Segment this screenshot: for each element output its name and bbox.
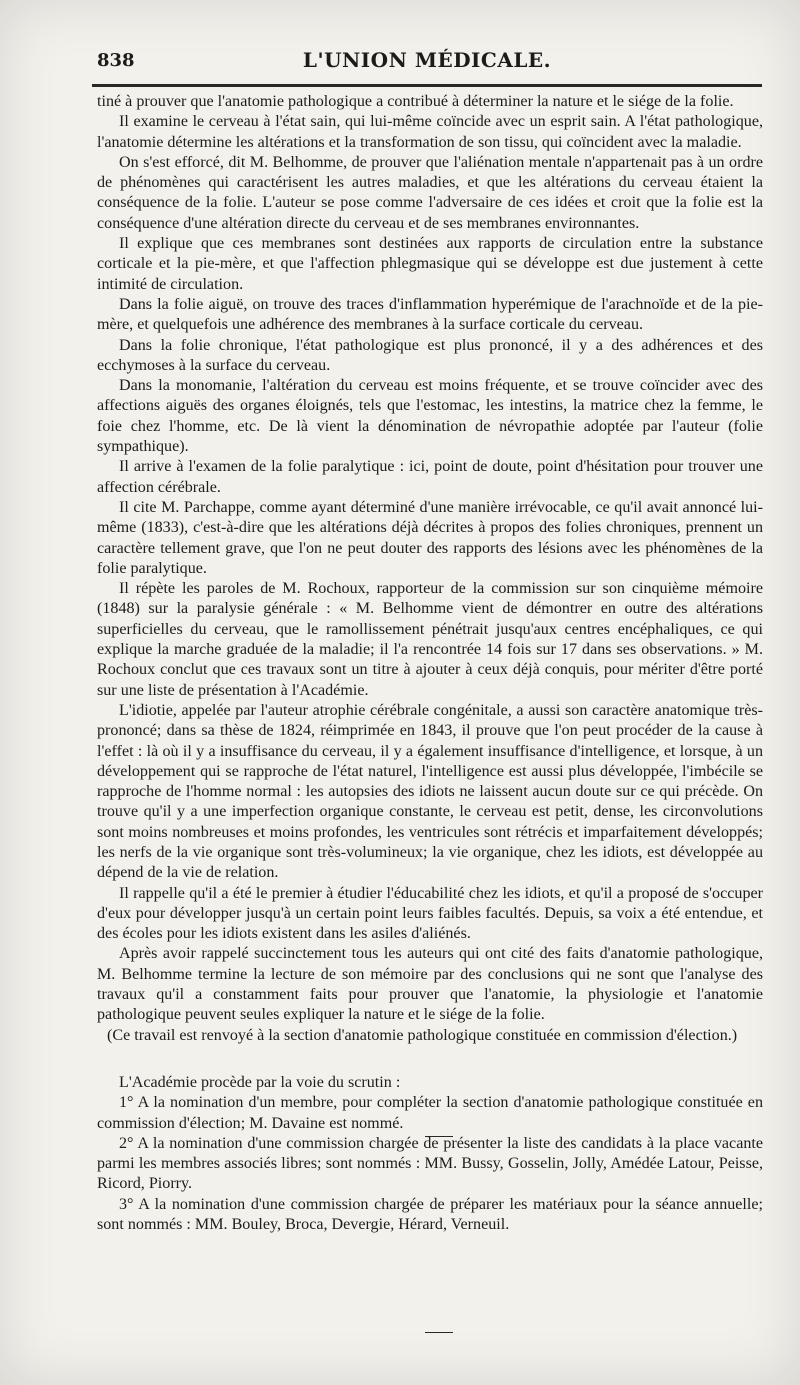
article-body	[97, 92, 763, 1235]
paragraph: Dans la folie chronique, l'état pathologique est plus prononcé, il y a des adhérences et des ecchymoses à la surface du cerveau.	[97, 336, 763, 374]
list-item: 3° A la nomination d'une commission chargée de préparer les matériaux pour la séance annuelle; sont nommés : MM. Bouley, Broca, Devergie, Hérard, Verneuil.	[97, 1195, 763, 1234]
page-header	[92, 46, 762, 78]
list-item: 1° A la nomination d'un membre, pour compléter la section d'anatomie pathologique constituée en commission d'élection; M. Davaine est nommé.	[97, 1094, 763, 1132]
paragraph: Il explique que ces membranes sont destinées aux rapports de circulation entre la substance corticale et la pie-mère, et que l'affection phlegmasique qui se développe est due justement à cette intimité de circulation.	[97, 235, 763, 293]
paragraph: Il rappelle qu'il a été le premier à étudier l'éducabilité chez les idiots, et qu'il a proposé de s'occuper d'eux pour développer jusqu'à un certain point leurs faibles facultés. Depuis, sa voix a été entendue, et des écoles pour les idiots existent dans les asiles d'aliénés.	[97, 884, 763, 943]
paragraph: Il répète les paroles de M. Rochoux, rapporteur de la commission sur son cinquième mémoire (1848) sur la paralysie générale : « M. Belhomme vient de démontrer en outre des altérations superficielles du cerveau, que le ramollissement pénétrait jusqu'aux centres encéphaliques, ce qui explique la marche graduée de la maladie; il l'a rencontrée 14 fois sur 17 dans ses observations. » M. Rochoux conclut que ces travaux sont un titre à ajouter à ceux déjà conquis, pour mériter d'être porté sur une liste de présentation à l'Académie.	[97, 580, 763, 699]
section-separator	[425, 1136, 453, 1137]
paragraph: tiné à prouver que l'anatomie pathologique a contribué à déterminer la nature et le siége de la folie.	[97, 93, 734, 110]
paragraph: L'idiotie, appelée par l'auteur atrophie cérébrale congénitale, a aussi son caractère anatomique très-prononcé; dans sa thèse de 1824, réimprimée en 1843, il prouve que l'on peut procéder de la cause à l'effet : là où il y a insuffisance du cerveau, il y a également insuffisance d'intelligence, et lorsque, à un développement qui se rapproche de l'état naturel, l'intelligence est aussi plus développée, l'imbécile se rapproche de l'homme normal : les autopsies des idiots ne laissent aucun doute sur ce qui précède. On trouve qu'il y a une imperfection organique constante, le cerveau est petit, dense, les circonvolutions sont moins nombreuses et moins profondes, les ventricules sont rétrécis et imparfaitement développés; les nerfs de la vie organique sont très-volumineux; la vie organique, chez les idiots, est développée au dépend de la vie de relation.	[97, 701, 763, 882]
section-separator	[425, 1332, 453, 1333]
journal-title: L'UNION MÉDICALE.	[302, 48, 552, 72]
referral-note: (Ce travail est renvoyé à la section d'anatomie pathologique constituée en commission d'élection.)	[107, 1026, 738, 1044]
paragraph: L'Académie procède par la voie du scrutin :	[119, 1073, 401, 1091]
header-rule	[92, 84, 762, 87]
page-number: 838	[97, 50, 135, 71]
paragraph: Il examine le cerveau à l'état sain, qui lui-même coïncide avec un esprit sain. A l'état pathologique, l'anatomie détermine les altérations et la transformation de son tissu, qui coïncident avec la maladie.	[97, 113, 763, 151]
paragraph: Il arrive à l'examen de la folie paralytique : ici, point de doute, point d'hésitation pour trouver une affection cérébrale.	[97, 458, 763, 496]
paragraph: Après avoir rappelé succinctement tous les auteurs qui ont cité des faits d'anatomie pathologique, M. Belhomme termine la lecture de son mémoire par des conclusions qui ne sont que l'analyse des travaux qu'il a constamment faits pour prouver que l'anatomie, la physiologie et l'anatomie pathologique peuvent seules expliquer la nature et le siége de la folie.	[97, 945, 763, 1024]
paragraph: Dans la monomanie, l'altération du cerveau est moins fréquente, et se trouve coïncider avec des affections aiguës des organes éloignés, tels que l'estomac, les intestins, la matrice chez la femme, le foie chez l'homme, etc. De là vient la dénomination de névropathie adoptée par l'auteur (folie sympathique).	[97, 377, 763, 456]
list-item: 2° A la nomination d'une commission chargée de présenter la liste des candidats à la place vacante parmi les membres associés libres; sont nommés : MM. Bussy, Gosselin, Jolly, Amédée Latour, Peisse, Ricord, Piorry.	[97, 1134, 763, 1193]
paragraph: Dans la folie aiguë, on trouve des traces d'inflammation hyperémique de l'arachnoïde et de la pie-mère, et quelquefois une adhérence des membranes à la surface corticale du cerveau.	[97, 295, 763, 334]
paragraph: On s'est efforcé, dit M. Belhomme, de prouver que l'aliénation mentale n'appartenait pas à un ordre de phénomènes qui caractérisent les autres maladies, et que les altérations du cerveau étaient la conséquence de la folie. L'auteur se pose comme l'adversaire de ces idées et croit que la folie est la conséquence d'une altération directe du cerveau et de ses membranes environnantes.	[97, 153, 763, 232]
paragraph: Il cite M. Parchappe, comme ayant déterminé d'une manière irrévocable, ce qu'il avait annoncé lui-même (1833), c'est-à-dire que les altérations déjà décrites à propos des folies chroniques, prennent un caractère tellement grave, que l'on ne peut douter des rapports des lésions avec les phénomènes de la folie paralytique.	[97, 498, 763, 577]
